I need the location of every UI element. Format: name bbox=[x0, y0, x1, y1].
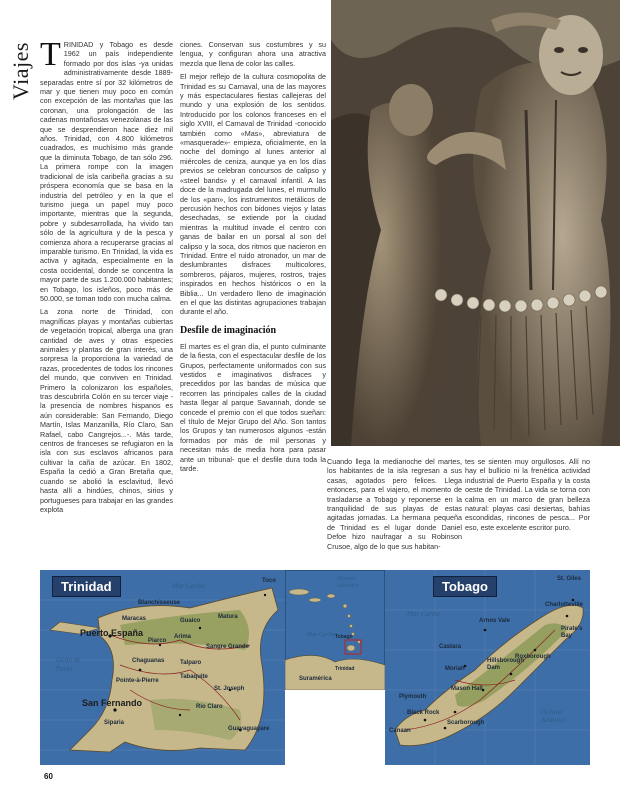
trinidad-map bbox=[40, 570, 285, 765]
article-column-3 bbox=[327, 457, 462, 567]
dropcap: T bbox=[40, 40, 61, 73]
article-paragraph: ciones. Conservan sus costumbres y su lengua, y configuran ahora una atractiva mezcla que llena de color las calles. bbox=[180, 40, 326, 68]
place-label: Siparia bbox=[104, 720, 125, 726]
place-label: Pointe-à-Pierre bbox=[116, 678, 159, 684]
place-label: Toco bbox=[262, 578, 276, 584]
article-paragraph: El mejor reflejo de la cultura cosmopolita de Trinidad es su Carnaval, una de las mayores y más espectaculares fiestas callejeras del mundo y una explosión de los sentidos. Introducido por los colonos franceses en el siglo XVIII, el Carnaval de Trinidad -conocido también como «Mas», abreviatura de «masquerade»- empieza, oficialmente, en la noche del domingo al lunes anterior al miércoles de ceniza, aunque ya en los días previos se celebran concursos de calipso y «steel bands» y el carnaval infantil. A las doce de la madrugada del lunes, el murmullo de los «pan», los instrumentos metálicos de percusión hechos con bidones viejos y latas desechadas, se extiende por la ciudad mientras la multitud invade el centro con ganas de bailar en un porsal al son del calipso y la soca, dos ritmos que nacieron en Trinidad. Entre el ruido atronador, un mar de deslumbrantes disfraces multicolores, sombreros, pájaros, mujeres, rostros, trajes inspirados en hechos históricos o en la Biblia... Un verdadero lleno de imaginación en el que las distintas agrupaciones trabajan durante el año. bbox=[180, 72, 326, 317]
place-label: Black Rock bbox=[407, 710, 440, 716]
caribbean-sea-label: Mar Caribe bbox=[172, 582, 206, 590]
article-paragraph bbox=[40, 40, 173, 303]
carnival-photo bbox=[331, 0, 620, 446]
tobago-caribbean-label: Mar Caribe bbox=[407, 610, 441, 618]
inset-trinidad-label: Trinidad bbox=[335, 666, 355, 672]
place-label: Talparo bbox=[180, 660, 202, 666]
place-label: Mason Hall bbox=[451, 686, 483, 692]
paragraph-text: RINIDAD y Tobago es desde 1962 un país independiente formado por dos islas -ya unidas administrativamente desde 1889- separadas entre sí por 32 kilómetros de mar y que tienen muy poco en común con excepción de las montañas que las coronan, una prolongación de las cadenas montañosas venezolanas de las que se desprendieron hace diez mil años. Trinidad, con 4.800 kilómetros cuadrados, es muchísimo más grande que la diminuta Tobago, de tan sólo 296. La primera rompe con la imagen tradicional de isla caribeña gracias a su próspera economía que se basa en la industria del petróleo y en la que el turismo juega un papel muy poco importante, mientras que la segunda, pobre y subdesarrollada, ha vivido tan sólo de la agricultura y de la pesca y comienza ahora a recuperarse gracias al imparable turismo. En Trinidad, la vida es activa y agitada, especialmente en la costa occidental, donde se concentra la mayor parte de sus 1.200.000 habitantes; en Tobago, los isleños, poco más de 50.000, se toman todo con mucha calma. bbox=[40, 40, 173, 303]
place-label-city: San Fernando bbox=[82, 698, 143, 708]
south-america-label: Suramérica bbox=[299, 676, 332, 682]
place-label: Sangre Grande bbox=[206, 644, 250, 650]
inset-tobago-label: Tobago bbox=[335, 634, 353, 640]
inset-caribbean-label: Mar Caribe bbox=[307, 632, 336, 638]
atlantic-ocean-label: Océano Atlántico bbox=[337, 576, 359, 589]
place-label: Charlotteville bbox=[545, 602, 584, 608]
place-label: Arnos Vale bbox=[479, 618, 511, 624]
caribbean-inset-map bbox=[285, 570, 385, 690]
islands-map bbox=[40, 570, 590, 765]
gulf-of-paria-label: Golfo de Paria bbox=[56, 656, 81, 673]
page-number: 60 bbox=[44, 772, 53, 781]
article-paragraph: El martes es el gran día, el punto culminante de la fiesta, con el espectacular desfile de los Grupos, perfectamente uniformados con sus vestidos e imaginativos disfraces y precedidos por las bandas de música que recorren las principales calles de la ciudad hasta llegar al parque Savannah, donde se concede el premio con el que todos sueñan: el título de Mejor Grupo del Año. Son tantos los Grupos y tan numerosos algunos -están formados por más de mil personas y necesitan más de media hora para pasar ante un tribunal- que el desfile dura toda la tarde. bbox=[180, 341, 326, 474]
article-paragraph: tes se sienten muy orgullosos. Allí no hay el bullicio ni la frenética actividad industrial de Puerto España y la costa oeste de Trinidad. La vida se torna con calma en un marco de gran belleza natural: playas casi desiertas, bahías escondidas, rincones de pesca... Por eso, este excelente escritor puro. bbox=[465, 457, 590, 532]
place-label: Tabaquite bbox=[180, 674, 208, 680]
place-label: Scarborough bbox=[447, 720, 485, 726]
place-label: Arima bbox=[174, 634, 192, 640]
carnival-photo-illustration bbox=[331, 0, 620, 446]
place-label: St. Joseph bbox=[214, 686, 245, 692]
place-label: Guaico bbox=[180, 618, 201, 624]
trinidad-title: Trinidad bbox=[52, 576, 121, 597]
place-label: Castara bbox=[439, 644, 462, 650]
article-paragraph: Cuando llega la medianoche del martes, los habitantes de la isla regresan a sus casas, agotados pero felices. Llega entonces, para el viajero, el momento de trasladarse a Tobago y reponerse en la tranquilidad de sus playas de estas agitadas jornadas. La hermana pequeña de Trinidad es el lugar donde Daniel Defoe hizo naufragar a su Robinson Crusoe, algo de lo que sus habitan- bbox=[327, 457, 462, 551]
article-subheading: Desfile de imaginación bbox=[180, 324, 277, 336]
place-label: Chaguanas bbox=[132, 658, 165, 664]
place-label: Blanchisseuse bbox=[138, 600, 181, 606]
place-label: Roxborough bbox=[515, 654, 551, 660]
section-label-text: Viajes bbox=[8, 42, 34, 100]
place-label: Río Claro bbox=[196, 704, 223, 710]
tobago-map bbox=[385, 570, 590, 765]
article-paragraph: La zona norte de Trinidad, con magníficas playas y montañas cubiertas de vegetación tropical, alberga una gran cantidad de aves y otras especies animales y plantas de gran interés, una sorpresa la proporciona la variedad de razas, procedentes de todos los rincones del mundo, que conviven en Trinidad. Primero la colonizaron los españoles, tras descubrirla Colón en su tercer viaje -la presencia de nombres hispanos es aún considerable: San Fernando, Diego Martín, Islas Manzanilla, Río Claro, San Rafael, cabo Cangrejos...-. Más tarde, centros de franceses se refugiaron en la isla con sus esclavos africanos para cultivar la caña de azúcar. En 1802, España la cedió a Gran Bretaña que, cuando se abolió la esclavitud, llevó hasta allí a hindúes, chinos, sirios y portugueses para trabajar en las grandes explota bbox=[40, 307, 173, 514]
place-label: Plymouth bbox=[399, 694, 427, 700]
article-column-1 bbox=[40, 40, 173, 560]
section-label bbox=[8, 36, 34, 106]
article-column-2 bbox=[180, 40, 326, 560]
place-label: Pirate's Bay bbox=[561, 626, 583, 639]
place-label: Moriah bbox=[445, 666, 465, 672]
article-column-4 bbox=[465, 457, 590, 567]
place-label: Guayaguayare bbox=[228, 726, 270, 732]
place-label: Canaan bbox=[389, 728, 411, 734]
place-label-capital: Puerto España bbox=[80, 628, 144, 638]
tobago-atlantic-label: Océano Atlántico bbox=[541, 708, 567, 724]
tobago-title: Tobago bbox=[433, 576, 497, 597]
place-label: Maracas bbox=[122, 616, 147, 622]
place-label: St. Giles bbox=[557, 576, 582, 582]
place-label: Matura bbox=[218, 614, 238, 620]
place-label: Hillsborough Dam bbox=[487, 658, 524, 671]
place-label: Piarco bbox=[148, 638, 167, 644]
